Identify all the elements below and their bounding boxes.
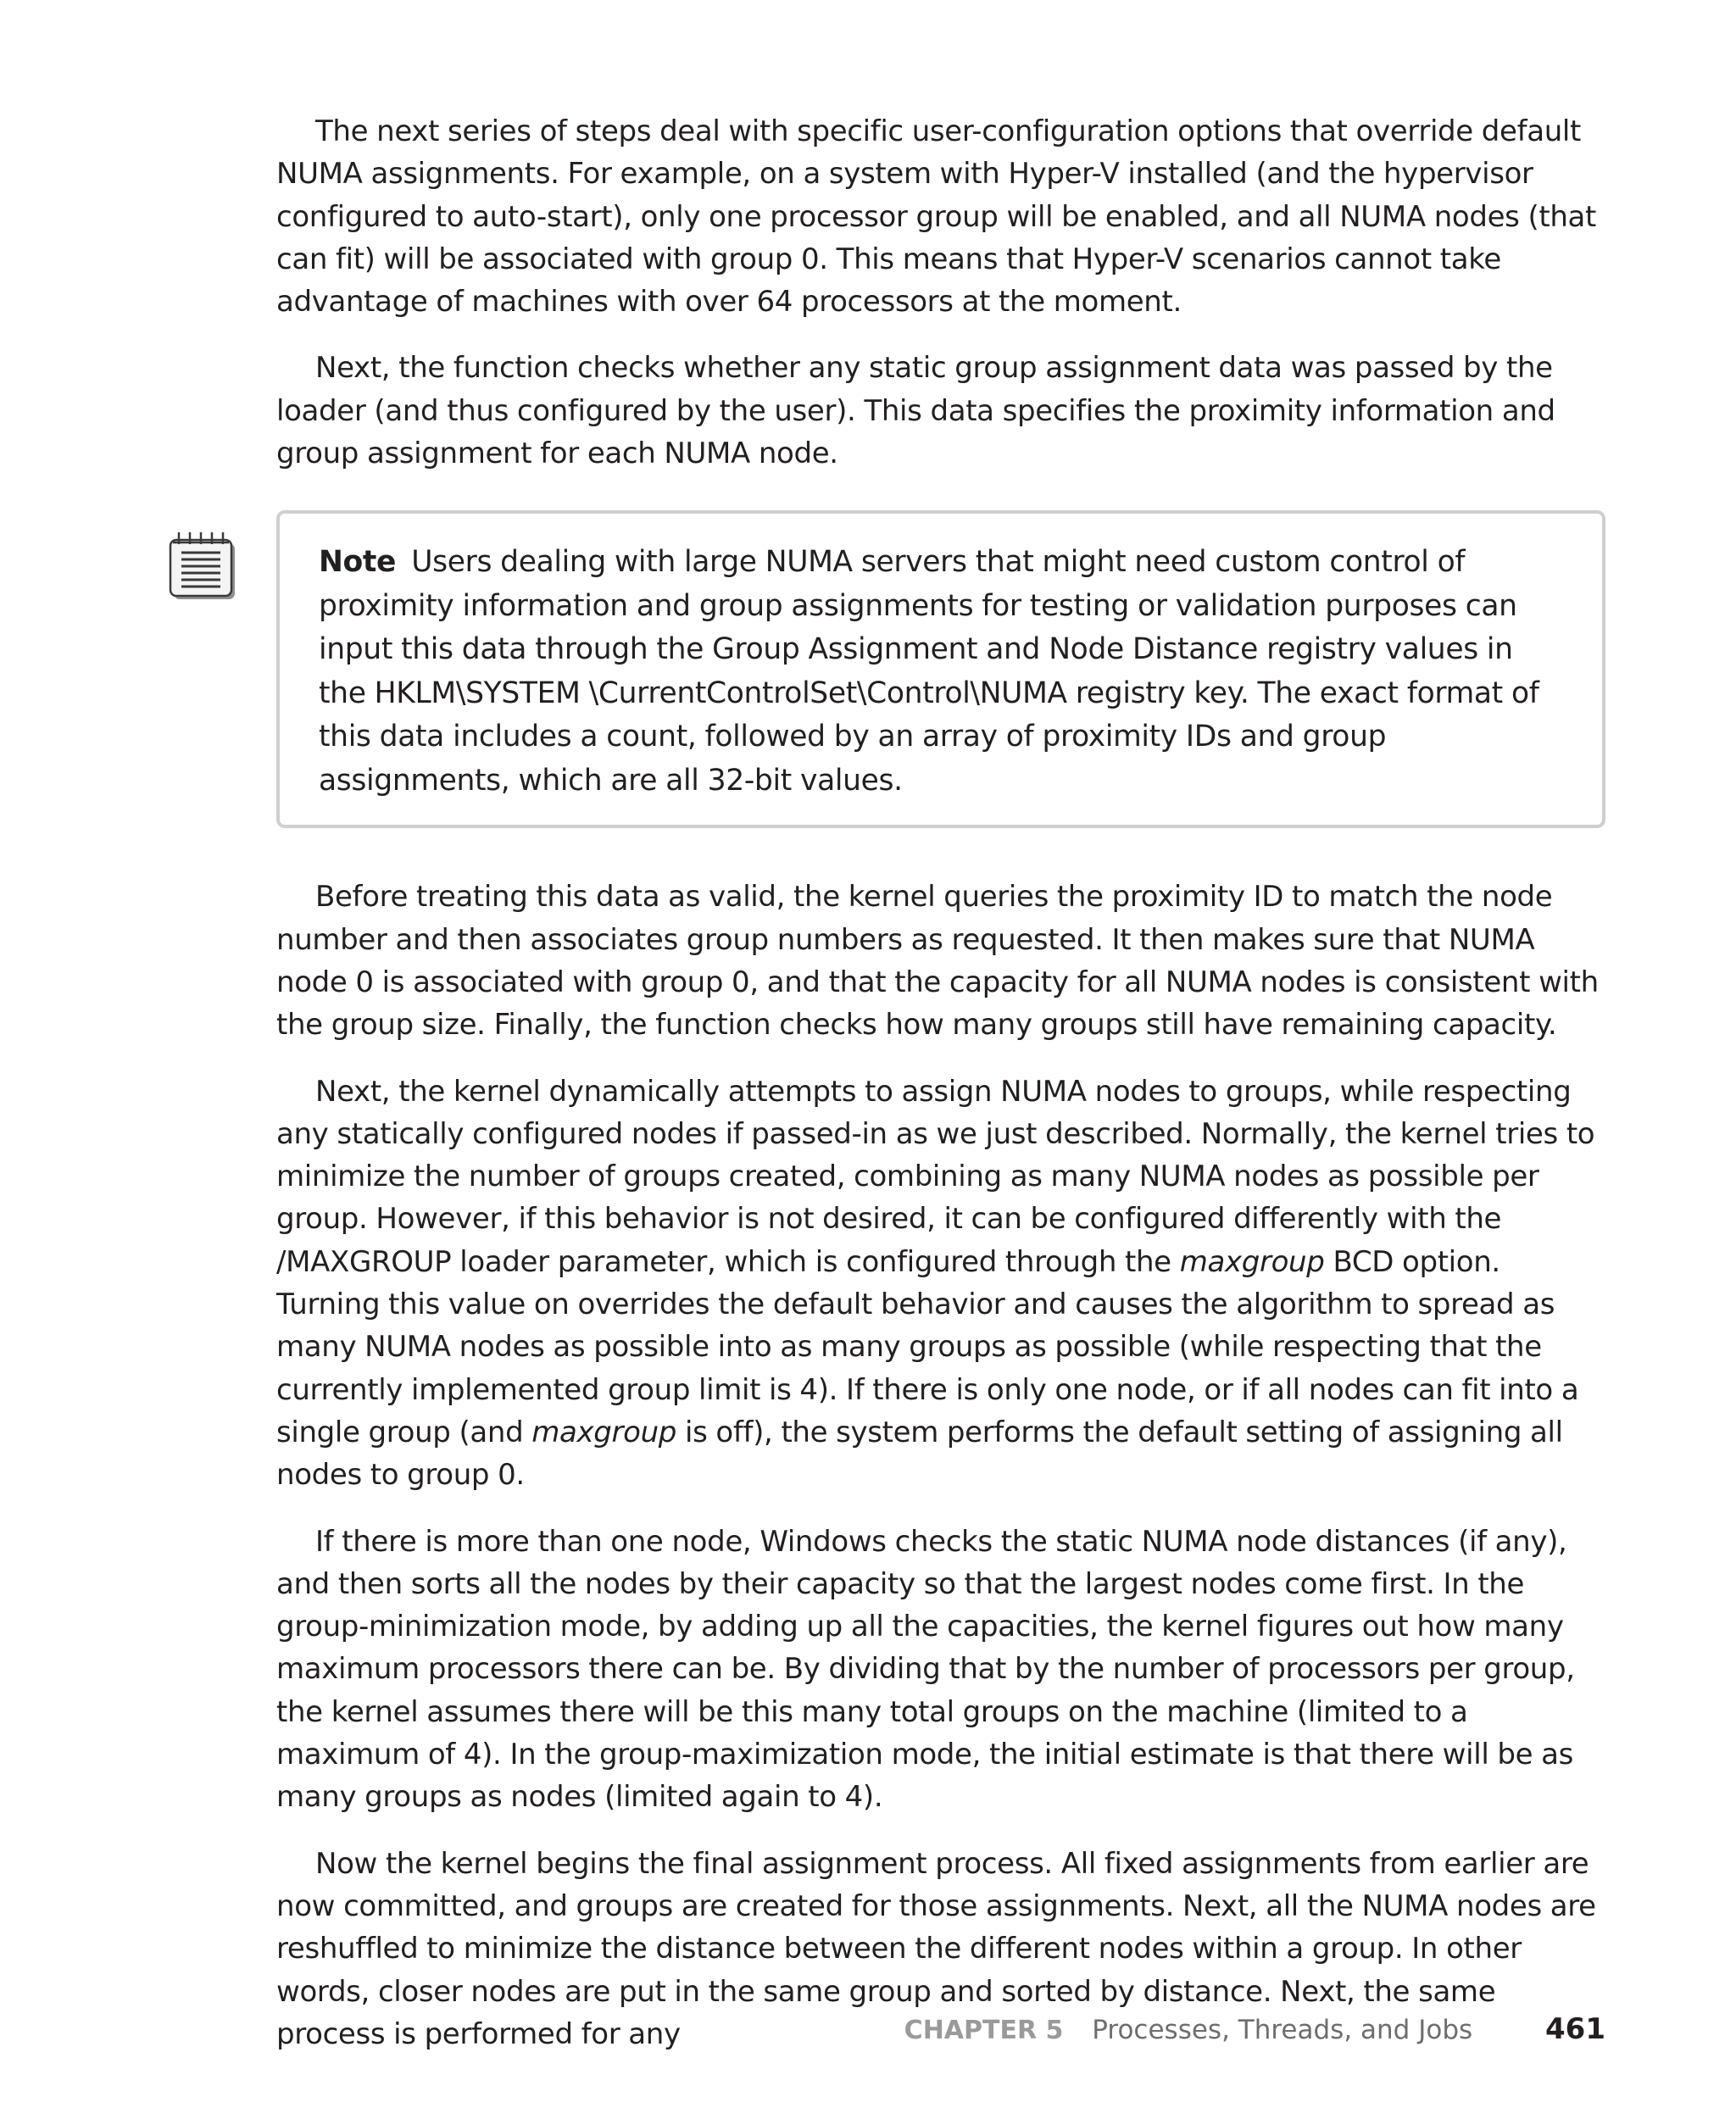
page-number: 461 bbox=[1545, 2012, 1605, 2046]
paragraph-text: Next, the kernel dynamically attempts to assign NUMA nodes to groups, while respecting any statically configured nodes if passed-in as we just described. Normally, the kernel tries to minimize the number of groups created, combining as many NUMA nodes as possible per group. However, if this behavior is not desired, it can be configured differently with the /MAXGROUP loader parameter, which is configured through the bbox=[276, 1074, 1595, 1279]
emphasis-maxgroup: maxgroup bbox=[1179, 1244, 1325, 1279]
paragraph-text: is off), the system performs the default setting of assigning all nodes to group 0. bbox=[276, 1415, 1563, 1493]
paragraph-text: BCD option. Turning this value on overrides the default behavior and causes the algorithm to spread as many NUMA nodes as possible into as many groups as possible (while respecting that the currently implemented group limit is 4). If there is only one node, or if all nodes can fit into a single group (and bbox=[276, 1244, 1579, 1449]
body-paragraph: Next, the function checks whether any static group assignment data was passed by the loader (and thus configured by the user). This data specifies the proximity information and group assignment for each NUMA node. bbox=[276, 351, 1555, 471]
note-callout bbox=[276, 510, 1605, 828]
body-paragraph: The next series of steps deal with specific user-configuration options that override default NUMA assignments. For example, on a system with Hyper-V installed (and the hypervisor configured to auto-start), only one processor group will be enabled, and all NUMA nodes (that can fit) will be associated with group 0. This means that Hyper-V scenarios cannot take advantage of machines with over 64 processors at the moment. bbox=[276, 114, 1597, 320]
body-paragraph: Now the kernel begins the final assignment process. All fixed assignments from earlier are now committed, and groups are created for those assignments. Next, all the NUMA nodes are reshuffled to minimize the distance between the different nodes within a group. In other words, closer nodes are put in the same group and sorted by distance. Next, the same process is performed for any bbox=[276, 1846, 1596, 2051]
note-text: Users dealing with large NUMA servers that might need custom control of proximity information and group assignments for testing or validation purposes can input this data through the Group Assignment and Node Distance registry values in the HKLM\SYSTEM \CurrentControlSet\Control\NUMA registry key. The exact format of this data includes a count, followed by an array of proximity IDs and group assignments, which are all 32-bit values. bbox=[319, 545, 1539, 798]
page-content bbox=[276, 110, 1605, 2079]
chapter-title: Processes, Threads, and Jobs bbox=[1092, 2015, 1473, 2045]
page-footer bbox=[0, 2012, 1605, 2048]
notepad-icon bbox=[168, 531, 239, 602]
body-paragraph: Before treating this data as valid, the kernel queries the proximity ID to match the node number and then associates group numbers as requested. It then makes sure that NUMA node 0 is associated with group 0, and that the capacity for all NUMA nodes is consistent with the group size. Finally, the function checks how many groups still have remaining capacity. bbox=[276, 880, 1599, 1043]
body-paragraph: If there is more than one node, Windows checks the static NUMA node distances (if any), and then sorts all the nodes by their capacity so that the largest nodes come first. In the group-minimization mode, by adding up all the capacities, the kernel figures out how many maximum processors there can be. By dividing that by the number of processors per group, the kernel assumes there will be this many total groups on the machine (limited to a maximum of 4). In the group-maximization mode, the initial estimate is that there will be as many groups as nodes (limited again to 4). bbox=[276, 1524, 1575, 1815]
chapter-label: CHAPTER 5 bbox=[904, 2016, 1064, 2045]
emphasis-maxgroup: maxgroup bbox=[531, 1415, 677, 1449]
note-label: Note bbox=[319, 545, 397, 580]
note-box bbox=[276, 510, 1605, 828]
body-paragraph bbox=[276, 1071, 1605, 1497]
